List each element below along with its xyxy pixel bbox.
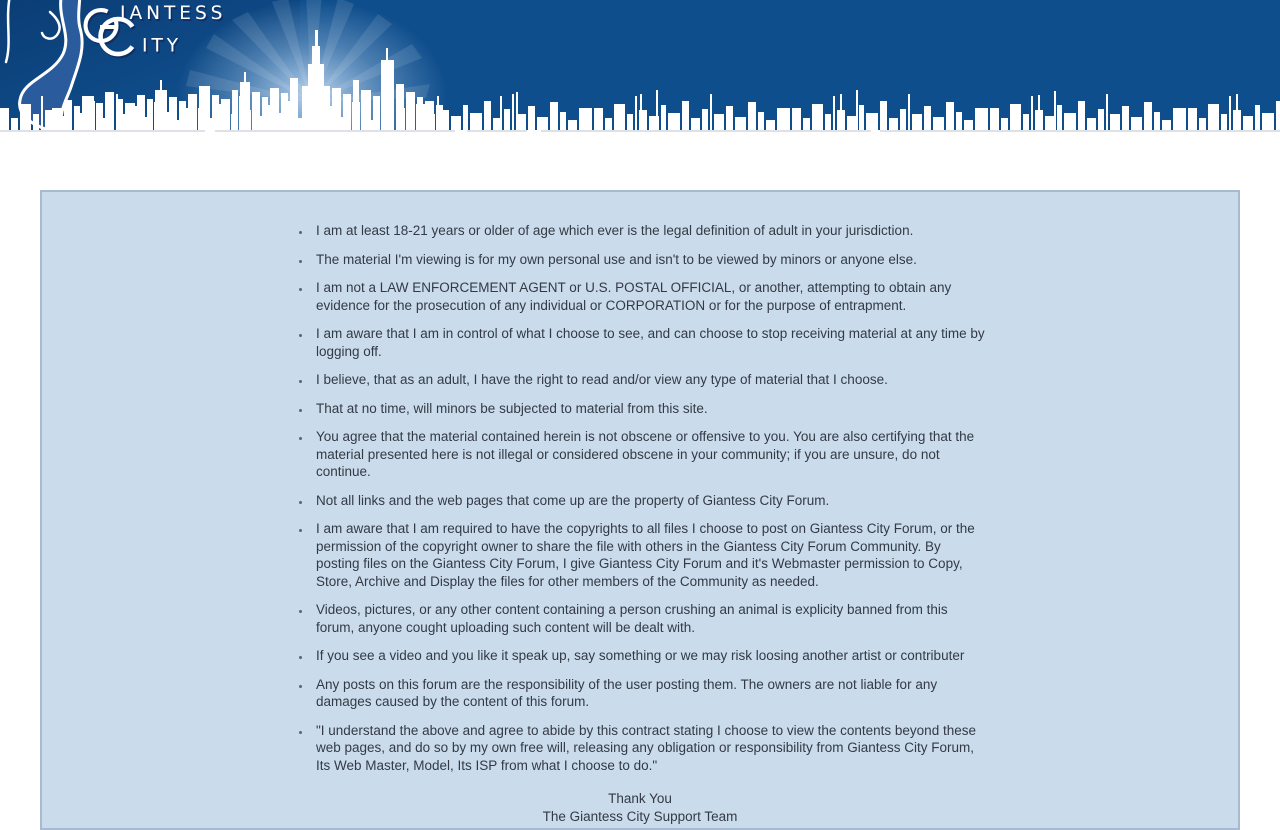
site-header <box>0 0 1280 130</box>
disclaimer-item: • Any posts on this forum are the responsibility of the user posting them. The owners are not liable for any damages caused by the content of this forum. <box>311 676 985 711</box>
disclaimer-item: • I am aware that I am required to have the copyrights to all files I choose to post on Giantess City Forum, or the permission of the copyright owner to share the file with others in the Giantess City Forum Community. By posting files on the Giantess City Forum, I give Giantess City Forum and it's Webmaster permission to Copy, Store, Archive and Display the files for other members of the Community as needed. <box>311 520 985 590</box>
closing-block <box>295 790 985 825</box>
thank-you-text: Thank You <box>608 791 672 806</box>
logo-text-iantess: IANTESS <box>120 3 227 24</box>
disclaimer-item: • "I understand the above and agree to abide by this contract stating I choose to view the contents beyond these web pages, and do so by my own free will, releasing any obligation or responsibility from Giantess City Forum, Its Web Master, Model, Its ISP from what I choose to do." <box>311 722 985 775</box>
disclaimer-copy <box>295 222 985 825</box>
disclaimer-panel <box>40 190 1240 830</box>
disclaimer-list <box>295 222 985 774</box>
disclaimer-item: • I am aware that I am in control of what I choose to see, and can choose to stop receiving material at any time by logging off. <box>311 325 985 360</box>
disclaimer-item: • Not all links and the web pages that come up are the property of Giantess City Forum. <box>311 492 985 510</box>
support-team-text: The Giantess City Support Team <box>542 808 738 824</box>
disclaimer-item: • The material I'm viewing is for my own personal use and isn't to be viewed by minors or anyone else. <box>311 251 985 269</box>
header-underline <box>0 130 1280 132</box>
logo-text-ity: ITY <box>142 35 183 57</box>
disclaimer-item: • If you see a video and you like it speak up, say something or we may risk loosing another artist or contributer <box>311 647 985 665</box>
disclaimer-item: • You agree that the material contained herein is not obscene or offensive to you. You are also certifying that the material presented here is not illegal or considered obscene in your community; if you are unsure, do not continue. <box>311 428 985 481</box>
disclaimer-item: • That at no time, will minors be subjected to material from this site. <box>311 400 985 418</box>
header-art <box>0 0 1280 130</box>
disclaimer-item: • Videos, pictures, or any other content containing a person crushing an animal is explicity banned from this forum, anyone cought uploading such content will be dealt with. <box>311 601 985 636</box>
disclaimer-item: • I am at least 18-21 years or older of age which ever is the legal definition of adult in your jurisdiction. <box>311 222 985 240</box>
disclaimer-item: • I believe, that as an adult, I have the right to read and/or view any type of material that I choose. <box>311 371 985 389</box>
disclaimer-item: • I am not a LAW ENFORCEMENT AGENT or U.S. POSTAL OFFICIAL, or another, attempting to obtain any evidence for the prosecution of any individual or CORPORATION or for the purpose of entrapment. <box>311 279 985 314</box>
